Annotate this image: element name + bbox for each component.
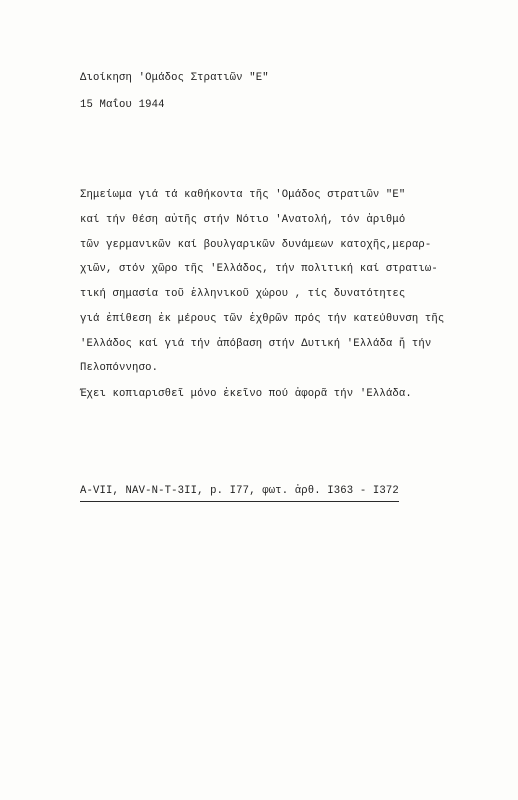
body-line: γιά ἐπίθεση ἐκ μέρους τῶν ἐχθρῶν πρός τήν κατεύθυνση τῆς — [80, 313, 445, 325]
copy-note: Έχει κοπιαρισθεῖ μόνο ἐκεῖνο πού ἀφορᾶ τήν 'Ελλάδα. — [80, 388, 412, 400]
body-line: χιῶν, στόν χῶρο τῆς 'Ελλάδος, τήν πολιτική καί στρατιω- — [80, 263, 438, 275]
archive-reference: A-VII, NAV-N-T-3II, p. I77, φωτ. ἀρθ. I363 - I372 — [80, 484, 399, 502]
body-line: 'Ελλάδος καί γιά τήν ἀπόβαση στήν Δυτική 'Ελλάδα ἤ τήν — [80, 338, 432, 350]
document-date: 15 Μαΐου 1944 — [80, 99, 165, 111]
body-line: Σημείωμα γιά τά καθήκοντα τῆς 'Ομάδος στρατιῶν "Ε" — [80, 189, 406, 201]
body-line: τική σημασία τοῦ ἑλληνικοῦ χώρου , τίς δυνατότητες — [80, 288, 406, 300]
body-line: καί τήν θέση αὐτῆς στήν Νότιο 'Ανατολή, τόν ἀριθμό — [80, 214, 406, 226]
body-line: τῶν γερμανικῶν καί βουλγαρικῶν δυνάμεων κατοχῆς,μεραρ- — [80, 239, 432, 251]
issuing-authority: Διοίκηση 'Ομάδος Στρατιῶν "Ε" — [80, 72, 269, 84]
body-line: Πελοπόννησο. — [80, 362, 159, 374]
